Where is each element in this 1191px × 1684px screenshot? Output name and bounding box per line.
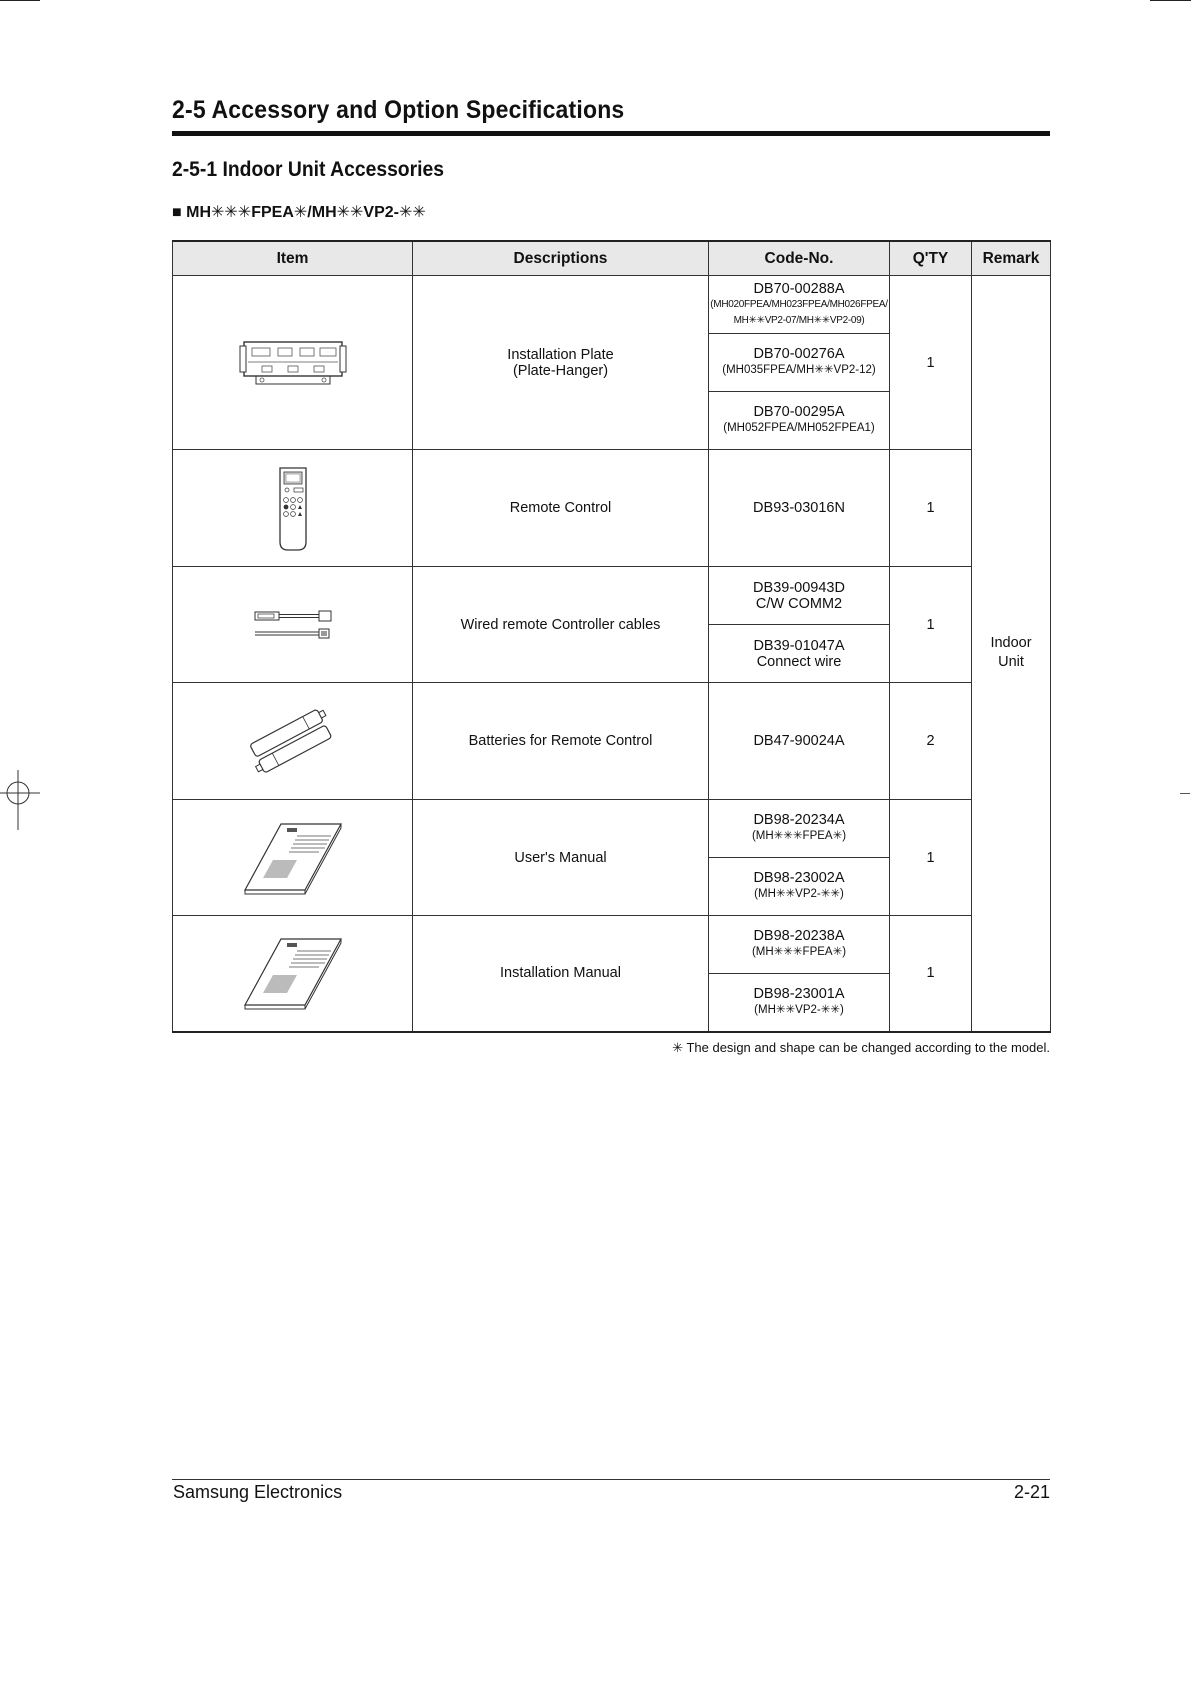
subsection-title: 2-5-1 Indoor Unit Accessories (172, 158, 444, 181)
code-number: DB98-20238A (753, 928, 845, 944)
description-cell: Wired remote Controller cables (413, 567, 709, 683)
header-remark: Remark (972, 241, 1051, 276)
registration-mark-icon (0, 770, 40, 830)
footer-page-number: 2-21 (1013, 1482, 1050, 1502)
code-cell (709, 683, 890, 800)
section-title: 2-5 Accessory and Option Specifications (172, 96, 625, 124)
code-note: (MH020FPEA/MH023FPEA/MH026FPEA/ (710, 298, 888, 310)
code-number: DB70-00295A (753, 404, 845, 420)
code-cell (709, 567, 890, 625)
battery-icon (243, 706, 343, 776)
code-cell (709, 450, 890, 567)
accessories-table (172, 240, 1051, 1033)
code-cell (709, 916, 890, 974)
code-number: DB98-20234A (753, 812, 845, 828)
manual-icon (241, 933, 345, 1013)
item-image-cell (173, 450, 413, 567)
item-image-cell (173, 567, 413, 683)
manual-icon (241, 818, 345, 898)
crop-mark-top-left (0, 0, 40, 1)
crop-tick-right (1180, 793, 1190, 794)
remark-cell (972, 276, 1051, 1032)
code-number: DB98-23002A (753, 870, 845, 886)
qty-cell: 1 (890, 276, 972, 450)
item-image-cell (173, 683, 413, 800)
description-cell: Installation Manual (413, 916, 709, 1032)
qty-cell: 1 (890, 800, 972, 916)
footer-company: Samsung Electronics (173, 1482, 343, 1502)
table-row (173, 567, 1051, 625)
remark-text: Indoor Unit (990, 635, 1032, 671)
code-cell (709, 625, 890, 683)
footnote: ✳ The design and shape can be changed according to the model. (672, 1040, 1050, 1055)
table-row (173, 916, 1051, 974)
cable-icon (253, 608, 333, 642)
code-cell (709, 974, 890, 1032)
description-cell (413, 276, 709, 450)
header-item: Item (173, 241, 413, 276)
header-code-no: Code-No. (709, 241, 890, 276)
code-note: (MH052FPEA/MH052FPEA1) (723, 422, 875, 434)
code-number: DB70-00288A (753, 280, 845, 297)
table-row (173, 276, 1051, 334)
crop-mark-top-right (1150, 0, 1191, 1)
table-row (173, 450, 1051, 567)
code-note: MH✳✳VP2-07/MH✳✳VP2-09) (733, 314, 865, 326)
code-note: (MH✳✳✳FPEA✳) (751, 830, 847, 842)
code-number: DB98-23001A (753, 985, 845, 1002)
remote-control-icon (276, 464, 310, 552)
title-rule (172, 131, 1050, 136)
qty-cell: 1 (890, 450, 972, 567)
qty-cell: 1 (890, 916, 972, 1032)
code-number: DB93-03016N (753, 500, 845, 516)
code-number: DB39-01047A (753, 637, 845, 654)
installation-plate-icon (238, 336, 348, 390)
code-note: C/W COMM2 (755, 595, 843, 612)
table-row (173, 683, 1051, 800)
footer-rule (172, 1479, 1050, 1480)
code-note: (MH✳✳VP2-✳✳) (754, 1003, 844, 1016)
description-cell: Remote Control (413, 450, 709, 567)
description-line: Installation Plate (507, 346, 614, 363)
code-cell (709, 800, 890, 858)
description-line: (Plate-Hanger) (512, 362, 609, 379)
qty-cell: 1 (890, 567, 972, 683)
item-image-cell (173, 276, 413, 450)
code-number: DB47-90024A (753, 733, 845, 749)
code-note: Connect wire (756, 653, 842, 670)
table-header-row (173, 241, 1051, 276)
header-descriptions: Descriptions (413, 241, 709, 276)
item-image-cell (173, 800, 413, 916)
code-cell (709, 392, 890, 450)
code-number: DB39-00943D (753, 579, 845, 596)
description-cell: Batteries for Remote Control (413, 683, 709, 800)
qty-cell: 2 (890, 683, 972, 800)
description-cell: User's Manual (413, 800, 709, 916)
header-qty: Q'TY (890, 241, 972, 276)
code-cell (709, 858, 890, 916)
model-line: ■ MH✳✳✳FPEA✳/MH✳✳VP2-✳✳ (172, 204, 426, 221)
code-note: (MH✳✳✳FPEA✳) (751, 946, 847, 958)
code-note: (MH✳✳VP2-✳✳) (754, 888, 844, 900)
code-note: (MH035FPEA/MH✳✳VP2-12) (722, 364, 876, 376)
code-cell (709, 276, 890, 334)
table-row (173, 800, 1051, 858)
item-image-cell (173, 916, 413, 1032)
code-cell (709, 334, 890, 392)
code-number: DB70-00276A (753, 346, 845, 362)
